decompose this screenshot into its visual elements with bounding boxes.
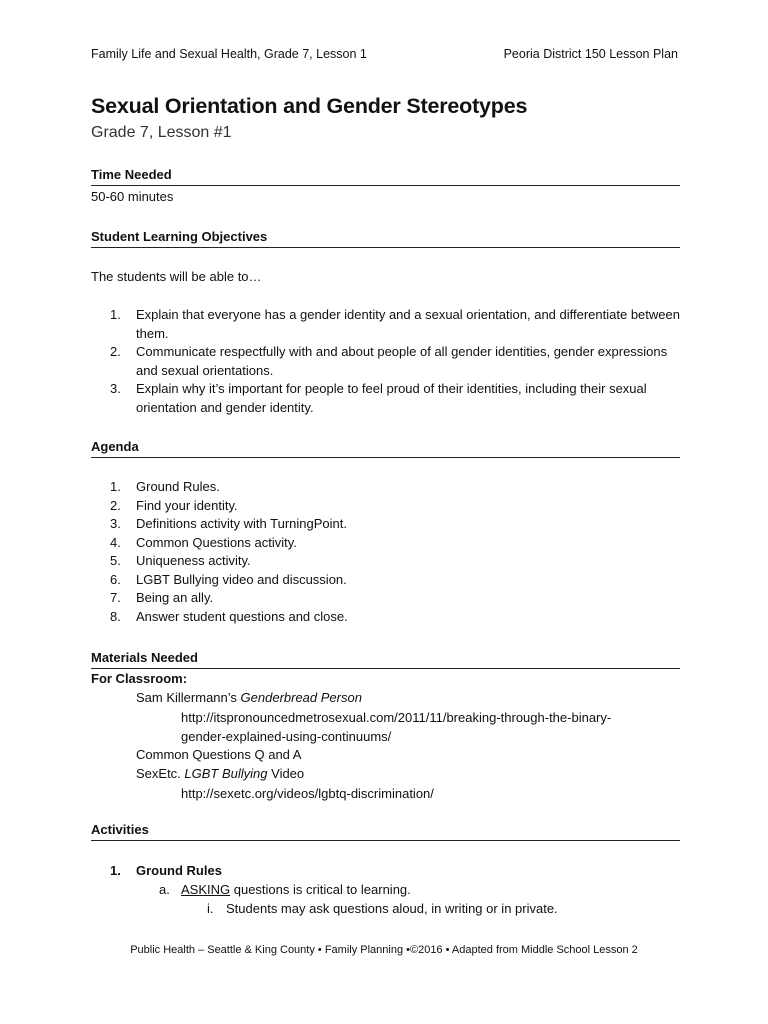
objectives-intro: The students will be able to…	[91, 269, 262, 284]
list-item	[91, 515, 680, 534]
page-header-right: Peoria District 150 Lesson Plan	[503, 47, 678, 61]
list-item	[91, 589, 680, 608]
list-item	[91, 343, 680, 380]
list-text: Explain why it’s important for people to feel proud of their identities, including their sexual orientation and gender identity.	[136, 381, 647, 415]
list-number: 1.	[110, 479, 121, 494]
material-prefix: Sam Killermann’s	[136, 690, 241, 705]
material-title: LGBT Bullying	[184, 766, 268, 781]
agenda-list	[91, 478, 680, 626]
material-prefix: SexEtc.	[136, 766, 185, 781]
list-number: 2.	[110, 344, 121, 359]
sub-item-text	[181, 881, 411, 900]
list-number: 1.	[110, 307, 121, 322]
list-text: LGBT Bullying video and discussion.	[136, 571, 347, 587]
sub-sub-item-text: Students may ask questions aloud, in writing or in private.	[226, 901, 558, 916]
activity-number: 1.	[110, 863, 121, 878]
list-item	[91, 571, 680, 590]
list-item	[91, 534, 680, 553]
list-number: 5.	[110, 553, 121, 568]
list-number: 2.	[110, 497, 121, 513]
list-text: Ground Rules.	[136, 479, 220, 494]
for-classroom-label: For Classroom:	[91, 671, 188, 686]
list-item	[91, 608, 680, 627]
time-needed-value: 50-60 minutes	[91, 189, 174, 204]
list-text: Definitions activity with TurningPoint.	[136, 516, 347, 531]
time-needed-heading: Time Needed	[91, 167, 680, 186]
list-number: 3.	[110, 516, 121, 531]
list-item	[91, 497, 680, 516]
list-number: 7.	[110, 590, 121, 605]
materials-heading: Materials Needed	[91, 650, 680, 669]
activity-title: Ground Rules	[136, 863, 222, 878]
material-genderbread	[136, 689, 362, 708]
page-header-left: Family Life and Sexual Health, Grade 7, Lesson 1	[91, 47, 367, 61]
list-text: Explain that everyone has a gender identity and a sexual orientation, and differentiate between them.	[136, 307, 680, 341]
list-item	[91, 380, 680, 417]
objectives-heading: Student Learning Objectives	[91, 229, 680, 248]
sexetc-link[interactable]: http://sexetc.org/videos/lgbtq-discrimination/	[181, 786, 434, 801]
material-common-questions: Common Questions Q and A	[136, 747, 302, 762]
list-text: Find your identity.	[136, 497, 238, 513]
sub-item-label: a.	[159, 882, 170, 897]
material-suffix: Video	[267, 766, 305, 781]
list-item	[91, 306, 680, 343]
list-text: Answer student questions and close.	[136, 608, 348, 624]
material-lgbt-video	[136, 765, 304, 784]
activities-heading: Activities	[91, 822, 680, 841]
list-text: Uniqueness activity.	[136, 553, 251, 568]
agenda-heading: Agenda	[91, 439, 680, 458]
list-item	[91, 552, 680, 571]
list-text: Communicate respectfully with and about people of all gender identities, gender expressions and sexual orientations.	[136, 344, 668, 378]
list-number: 4.	[110, 534, 121, 550]
emphasis-word: ASKING	[181, 882, 231, 897]
page-subtitle: Grade 7, Lesson #1	[91, 124, 232, 141]
list-text: Being an ally.	[136, 590, 214, 605]
list-number: 6.	[110, 571, 121, 587]
list-item	[91, 478, 680, 497]
sub-sub-item-label: i.	[207, 901, 214, 916]
genderbread-link-cont[interactable]: gender-explained-using-continuums/	[181, 729, 392, 744]
material-title: Genderbread Person	[240, 690, 362, 705]
list-text: Common Questions activity.	[136, 534, 297, 550]
objectives-list	[91, 306, 680, 417]
list-number: 8.	[110, 608, 121, 624]
list-number: 3.	[110, 381, 121, 396]
genderbread-link[interactable]: http://itspronouncedmetrosexual.com/2011/11/breaking-through-the-binary-	[181, 710, 612, 725]
page-title: Sexual Orientation and Gender Stereotypes	[91, 94, 528, 118]
page-footer: Public Health – Seattle & King County • Family Planning •©2016 • Adapted from Middle School Lesson 2	[130, 944, 638, 956]
sub-item-rest: questions is critical to learning.	[230, 882, 411, 897]
